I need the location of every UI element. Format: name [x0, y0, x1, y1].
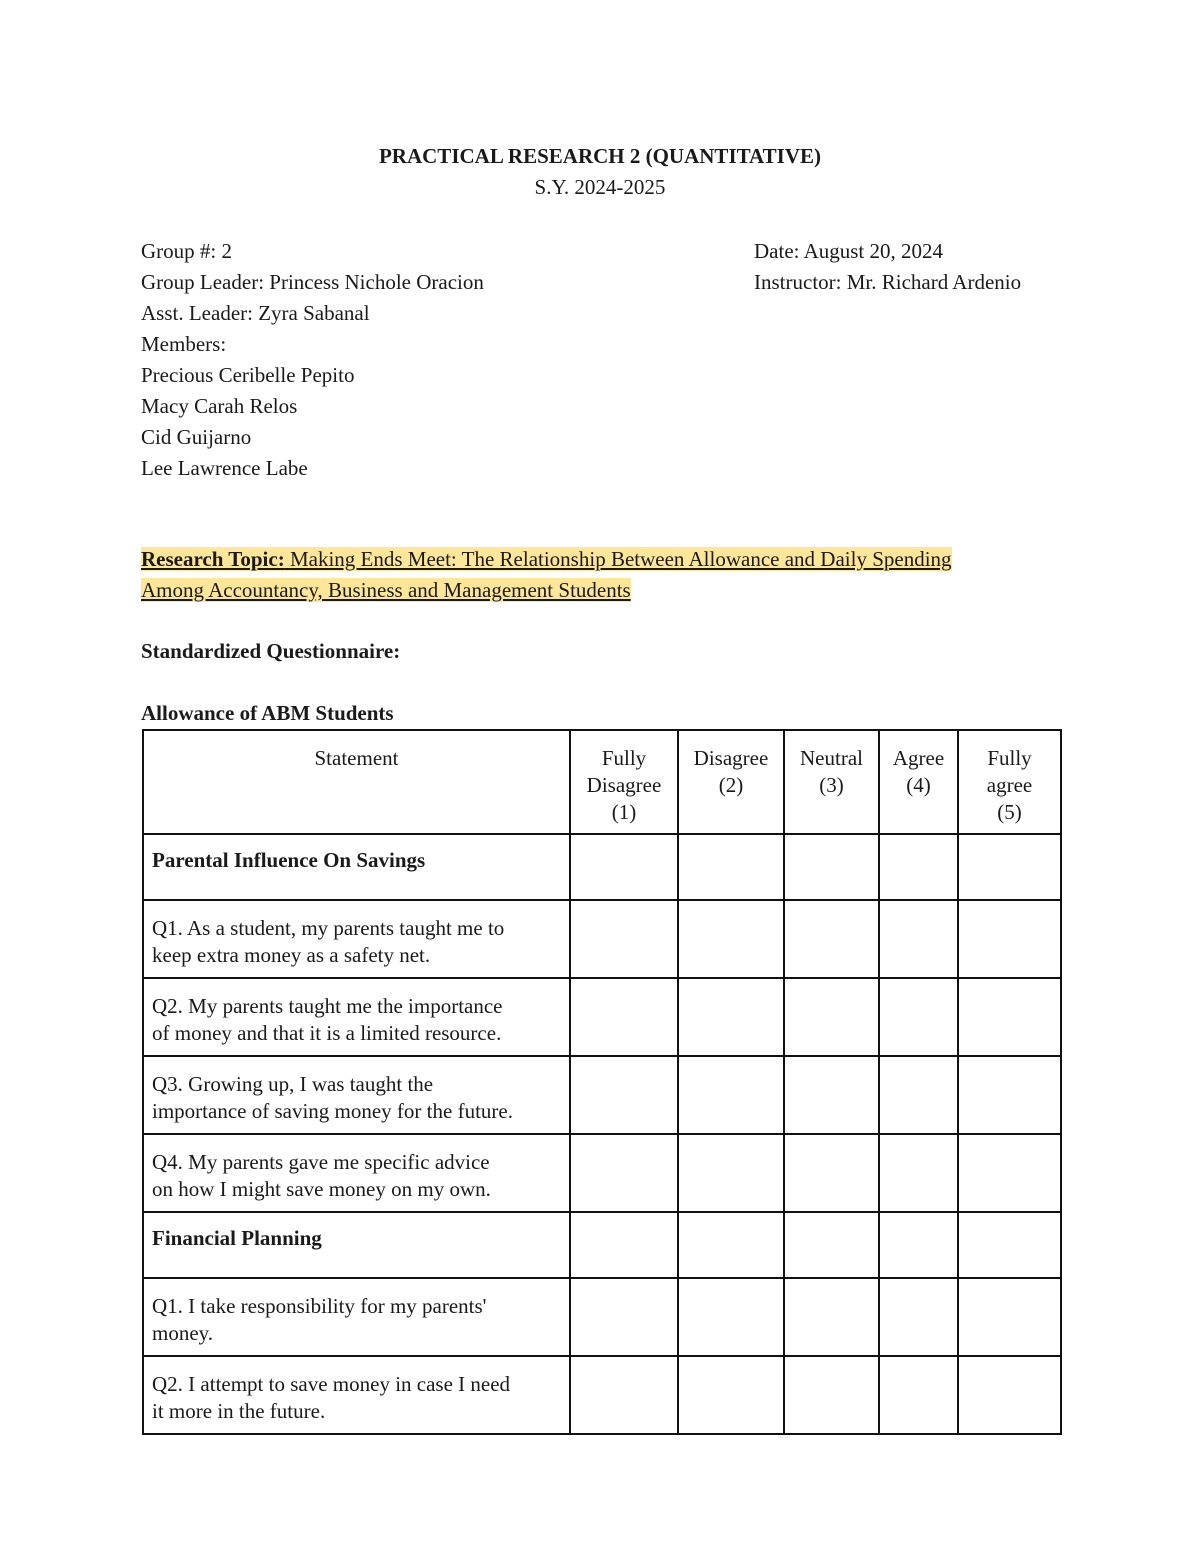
rating-cell[interactable] [570, 1356, 678, 1434]
column-header-line: (2) [718, 773, 744, 797]
research-topic-line2: Among Accountancy, Business and Management Students [141, 578, 631, 602]
school-year: S.Y. 2024-2025 [534, 175, 666, 199]
rating-cell[interactable] [678, 1134, 784, 1212]
column-header-line: Fully [987, 746, 1032, 770]
research-topic-label: Research Topic: [141, 547, 285, 571]
question-row [143, 1056, 1061, 1134]
rating-cell[interactable] [678, 1278, 784, 1356]
research-topic [141, 544, 1071, 606]
rating-cell[interactable] [678, 978, 784, 1056]
column-header-line: Agree [892, 746, 945, 770]
research-topic-line1: Making Ends Meet: The Relationship Between Allowance and Daily Spending [289, 547, 952, 571]
rating-cell[interactable] [958, 978, 1061, 1056]
rating-cell[interactable] [784, 1056, 879, 1134]
page-title: PRACTICAL RESEARCH 2 (QUANTITATIVE) [378, 144, 822, 168]
member-name: Macy Carah Relos [141, 394, 298, 418]
question-text [143, 1134, 570, 1212]
question-line: of money and that it is a limited resource. [152, 1021, 502, 1045]
column-header-neutral [784, 730, 879, 834]
question-line: Q4. My parents gave me specific advice [152, 1150, 490, 1174]
rating-cell[interactable] [570, 1134, 678, 1212]
column-header-line: Disagree [586, 773, 662, 797]
rating-cell[interactable] [879, 900, 958, 978]
rating-cell [958, 834, 1061, 900]
rating-cell [678, 1212, 784, 1278]
column-header-line: (5) [997, 800, 1022, 824]
rating-cell[interactable] [784, 900, 879, 978]
rating-cell [958, 1212, 1061, 1278]
question-line: Q1. I take responsibility for my parents' [152, 1294, 487, 1318]
rating-cell[interactable] [570, 900, 678, 978]
column-header-line: (1) [611, 800, 637, 824]
column-header-fully-agree [958, 730, 1061, 834]
rating-cell [570, 1212, 678, 1278]
questionnaire-table [142, 729, 1062, 1435]
question-row [143, 1278, 1061, 1356]
category-row [143, 1212, 1061, 1278]
table-header-row [143, 730, 1061, 834]
rating-cell[interactable] [958, 1134, 1061, 1212]
rating-cell[interactable] [570, 1278, 678, 1356]
group-info-right [754, 236, 1021, 298]
rating-cell[interactable] [879, 1356, 958, 1434]
question-row [143, 900, 1061, 978]
column-header-line: Neutral [800, 746, 863, 770]
rating-cell[interactable] [958, 1278, 1061, 1356]
rating-cell [784, 1212, 879, 1278]
question-line: it more in the future. [152, 1399, 326, 1423]
rating-cell[interactable] [784, 1134, 879, 1212]
rating-cell[interactable] [879, 978, 958, 1056]
rating-cell[interactable] [678, 1056, 784, 1134]
column-header-line: (4) [906, 773, 931, 797]
question-line: Q3. Growing up, I was taught the [152, 1072, 434, 1096]
column-header-line: Fully [601, 746, 647, 770]
question-text [143, 1356, 570, 1434]
column-header-line: (3) [819, 773, 844, 797]
rating-cell[interactable] [879, 1056, 958, 1134]
question-row [143, 1134, 1061, 1212]
rating-cell[interactable] [958, 1356, 1061, 1434]
rating-cell[interactable] [570, 978, 678, 1056]
rating-cell[interactable] [678, 1356, 784, 1434]
rating-cell[interactable] [570, 1056, 678, 1134]
rating-cell [784, 834, 879, 900]
rating-cell[interactable] [784, 1356, 879, 1434]
question-line: Q1. As a student, my parents taught me to [152, 916, 505, 940]
question-line: keep extra money as a safety net. [152, 943, 431, 967]
column-header-fully-disagree [570, 730, 678, 834]
rating-cell[interactable] [879, 1278, 958, 1356]
question-line: Q2. I attempt to save money in case I need [152, 1372, 511, 1396]
instructor: Instructor: Mr. Richard Ardenio [754, 270, 1022, 294]
question-row [143, 978, 1061, 1056]
question-line: Q2. My parents taught me the importance [152, 994, 503, 1018]
rating-cell[interactable] [784, 1278, 879, 1356]
rating-cell[interactable] [678, 900, 784, 978]
rating-cell [570, 834, 678, 900]
member-name: Precious Ceribelle Pepito [141, 363, 355, 387]
column-header-agree [879, 730, 958, 834]
section-title: Allowance of ABM Students [141, 701, 394, 725]
question-text [143, 900, 570, 978]
question-line: money. [152, 1321, 214, 1345]
rating-cell [678, 834, 784, 900]
question-row [143, 1356, 1061, 1434]
question-line: on how I might save money on my own. [152, 1177, 491, 1201]
question-text [143, 1278, 570, 1356]
column-header-statement: Statement [143, 730, 570, 834]
rating-cell[interactable] [958, 1056, 1061, 1134]
rating-cell [879, 834, 958, 900]
category-title: Financial Planning [143, 1212, 570, 1278]
rating-cell[interactable] [879, 1134, 958, 1212]
date: Date: August 20, 2024 [754, 239, 943, 263]
questionnaire-heading: Standardized Questionnaire: [141, 639, 401, 663]
member-name: Cid Guijarno [141, 425, 252, 449]
question-text [143, 1056, 570, 1134]
group-leader: Group Leader: Princess Nichole Oracion [141, 270, 484, 294]
rating-cell[interactable] [784, 978, 879, 1056]
group-info-left [141, 236, 484, 484]
column-header-line: agree [986, 773, 1033, 797]
rating-cell [879, 1212, 958, 1278]
member-name: Lee Lawrence Labe [141, 456, 308, 480]
members-label: Members: [141, 332, 227, 356]
category-title: Parental Influence On Savings [143, 834, 570, 900]
rating-cell[interactable] [958, 900, 1061, 978]
group-number: Group #: 2 [141, 239, 232, 263]
column-header-line: Disagree [693, 746, 769, 770]
question-text [143, 978, 570, 1056]
asst-leader: Asst. Leader: Zyra Sabanal [141, 301, 370, 325]
column-header-disagree [678, 730, 784, 834]
category-row [143, 834, 1061, 900]
question-line: importance of saving money for the future. [152, 1099, 513, 1123]
